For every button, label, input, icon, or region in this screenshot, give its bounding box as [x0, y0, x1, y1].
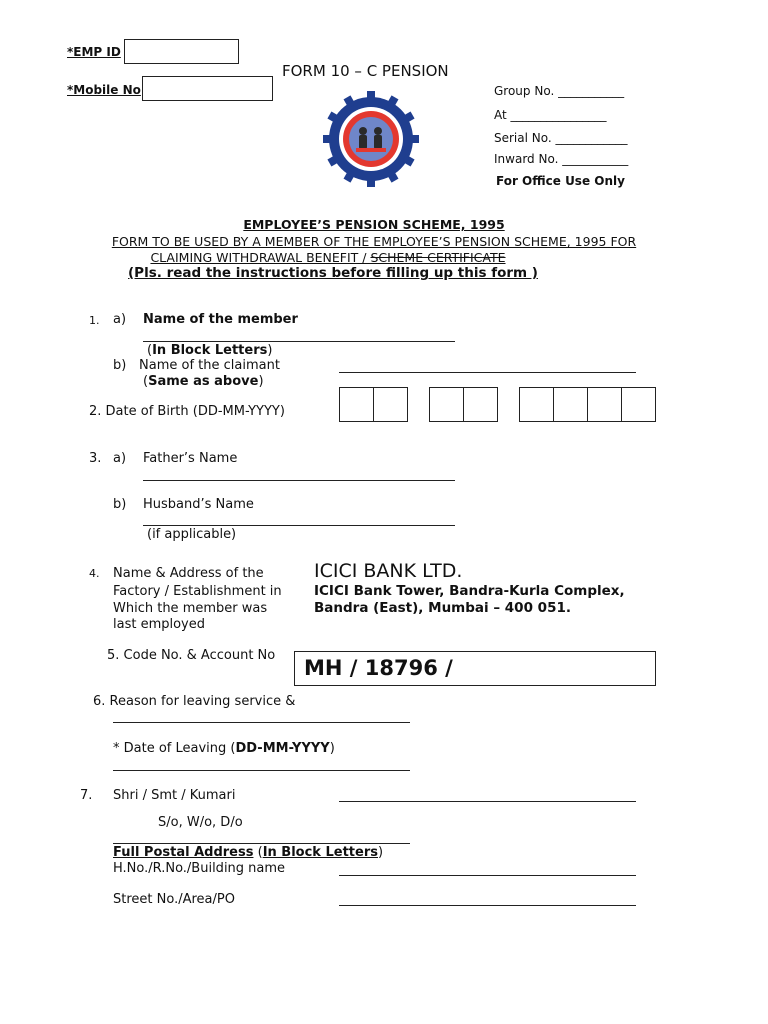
member-name-input[interactable] [143, 341, 455, 342]
at-field: At ________________ [494, 108, 607, 122]
establishment-label-1: Name & Address of the [113, 566, 264, 581]
leaving-reason-label: 6. Reason for leaving service & [93, 694, 296, 709]
inward-no-field: Inward No. ___________ [494, 152, 629, 166]
item7-number: 7. [80, 788, 93, 803]
scheme-line2-text: CLAIMING WITHDRAWAL BENEFIT / [150, 250, 371, 265]
dob-year-digit-1[interactable] [519, 387, 554, 422]
establishment-label-3: Which the member was [113, 601, 268, 616]
husband-name-input[interactable] [143, 525, 455, 526]
dob-year-digit-2[interactable] [553, 387, 588, 422]
item3b-marker: b) [113, 497, 127, 512]
leaving-reason-input[interactable] [113, 722, 410, 723]
scheme-line2 [0, 250, 656, 265]
epfo-emblem-icon [322, 90, 420, 188]
scheme-line1: FORM TO BE USED BY A MEMBER OF THE EMPLOYEE’S PENSION SCHEME, 1995 FOR [111, 234, 637, 249]
husband-name-hint: (if applicable) [147, 527, 237, 542]
husband-name-label: Husband’s Name [143, 497, 254, 512]
emp-id-label: *EMP ID [67, 45, 121, 59]
serial-no-field: Serial No. ____________ [494, 131, 628, 145]
code-account-label: 5. Code No. & Account No [107, 648, 276, 663]
establishment-label-2: Factory / Establishment in [113, 584, 282, 599]
title-name-input[interactable] [339, 801, 636, 802]
employer-name: ICICI BANK LTD. [314, 560, 463, 582]
establishment-label-4: last employed [113, 617, 206, 632]
emp-id-input[interactable] [124, 39, 239, 64]
street-label: Street No./Area/PO [113, 892, 235, 907]
house-input[interactable] [339, 875, 636, 876]
code-account-input[interactable] [294, 651, 656, 686]
leaving-date-input[interactable] [113, 770, 410, 771]
title-name-label: Shri / Smt / Kumari [113, 788, 236, 803]
item3-number: 3. [89, 451, 102, 466]
father-name-input[interactable] [143, 480, 455, 481]
claimant-name-hint: (Same as above) [143, 374, 264, 389]
father-name-label: Father’s Name [143, 451, 238, 466]
dob-month-digit-2[interactable] [463, 387, 498, 422]
employer-address-2: Bandra (East), Mumbai – 400 051. [314, 600, 571, 616]
instructions-note: (Pls. read the instructions before filling up this form ) [128, 265, 538, 281]
office-use-label: For Office Use Only [496, 174, 625, 188]
form-title: FORM 10 – C PENSION [282, 62, 449, 80]
mobile-label: *Mobile No [67, 83, 141, 97]
code-account-value: MH / 18796 / [304, 656, 453, 680]
mobile-input[interactable] [142, 76, 273, 101]
relation-label: S/o, W/o, D/o [158, 815, 243, 830]
member-name-label: Name of the member [143, 312, 298, 327]
member-name-hint: (In Block Letters) [147, 343, 273, 358]
item4-number: 4. [89, 567, 100, 580]
claimant-name-input[interactable] [339, 372, 636, 373]
claimant-name-label: Name of the claimant [139, 358, 280, 373]
group-no-field: Group No. ___________ [494, 84, 625, 98]
item3a-marker: a) [113, 451, 127, 466]
dob-day-digit-2[interactable] [373, 387, 408, 422]
item1a-marker: a) [113, 312, 127, 327]
scheme-title: EMPLOYEE’S PENSION SCHEME, 1995 [243, 217, 505, 232]
dob-year-digit-4[interactable] [621, 387, 656, 422]
leaving-date-label: * Date of Leaving (DD-MM-YYYY) [113, 741, 335, 756]
postal-address-heading: Full Postal Address (In Block Letters) [113, 845, 384, 860]
dob-year-digit-3[interactable] [587, 387, 622, 422]
dob-day-digit-1[interactable] [339, 387, 374, 422]
employer-address-1: ICICI Bank Tower, Bandra-Kurla Complex, [314, 583, 625, 599]
relation-input[interactable] [113, 843, 410, 844]
house-label: H.No./R.No./Building name [113, 861, 286, 876]
street-input[interactable] [339, 905, 636, 906]
item1b-marker: b) [113, 358, 127, 373]
item1-number: 1. [89, 314, 100, 327]
dob-label: 2. Date of Birth (DD-MM-YYYY) [89, 404, 285, 419]
scheme-certificate-struck: SCHEME CERTIFICATE [370, 250, 506, 265]
dob-month-digit-1[interactable] [429, 387, 464, 422]
